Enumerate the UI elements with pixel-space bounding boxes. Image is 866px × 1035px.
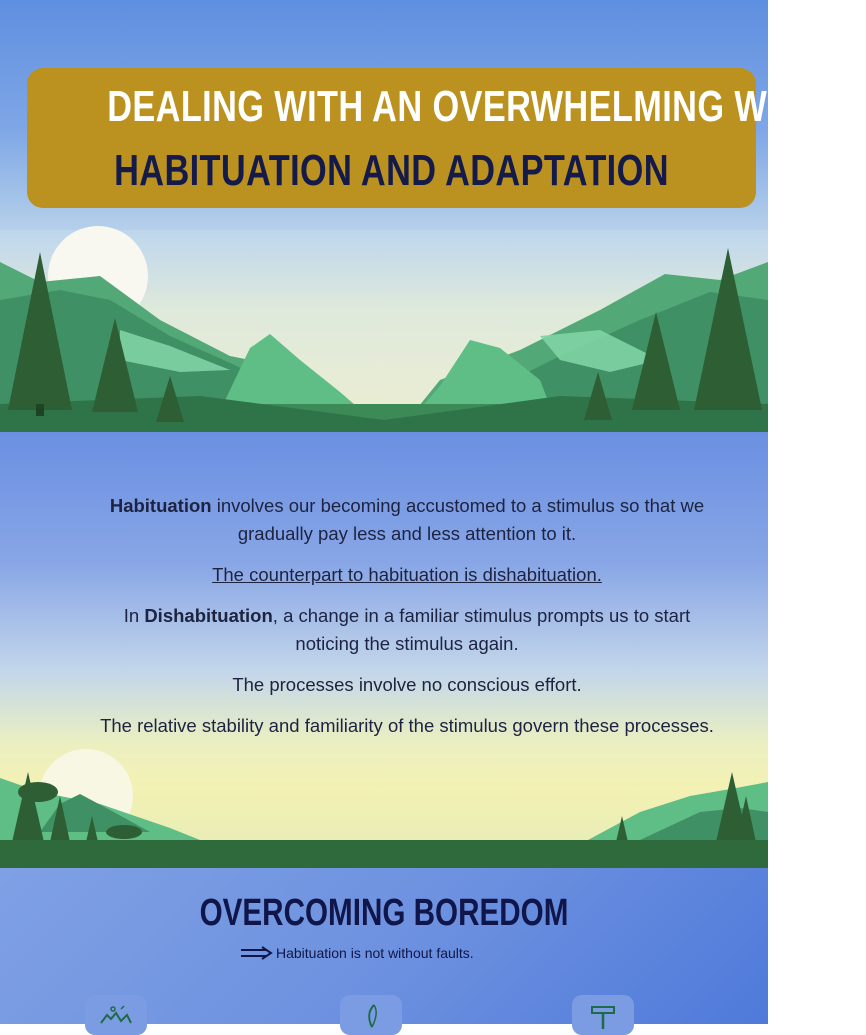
no-effort-paragraph: The processes involve no conscious effort. [232,674,582,695]
habituation-paragraph: Habituation involves our becoming accustomed to a stimulus so that we gradually pay less and less attention to it. [109,495,705,544]
feather-icon [354,1003,388,1029]
feather-icon-card [340,995,402,1035]
explanation-section [0,432,768,868]
boredom-subtitle: Habituation is not without faults. [240,943,474,963]
dishabituation-term: Dishabituation [144,605,273,626]
page-title: DEALING WITH AN OVERWHELMING WORLD [107,82,866,131]
hammer-icon-card [572,995,634,1035]
dishabituation-paragraph: In Dishabituation, a change in a familiar stimulus prompts us to start noticing the stimulus again. [123,605,691,654]
stability-paragraph: The relative stability and familiarity of the stimulus govern these processes. [100,715,714,736]
double-arrow-icon [240,946,274,960]
hammer-icon [586,1003,620,1029]
section-title: OVERCOMING BOREDOM [199,892,569,934]
hero-landscape [0,0,866,432]
title-banner [27,68,866,208]
counterpart-note: The counterpart to habituation is dishabituation. [212,564,602,585]
mountain-trees-icon-card [85,995,147,1035]
page-subtitle: HABITUATION AND ADAPTATION [114,146,669,195]
boredom-section [0,868,768,1024]
hero-section [0,0,866,432]
habituation-term: Habituation [109,495,212,516]
mountain-trees-icon [99,1003,133,1029]
explanation-text [100,492,714,753]
